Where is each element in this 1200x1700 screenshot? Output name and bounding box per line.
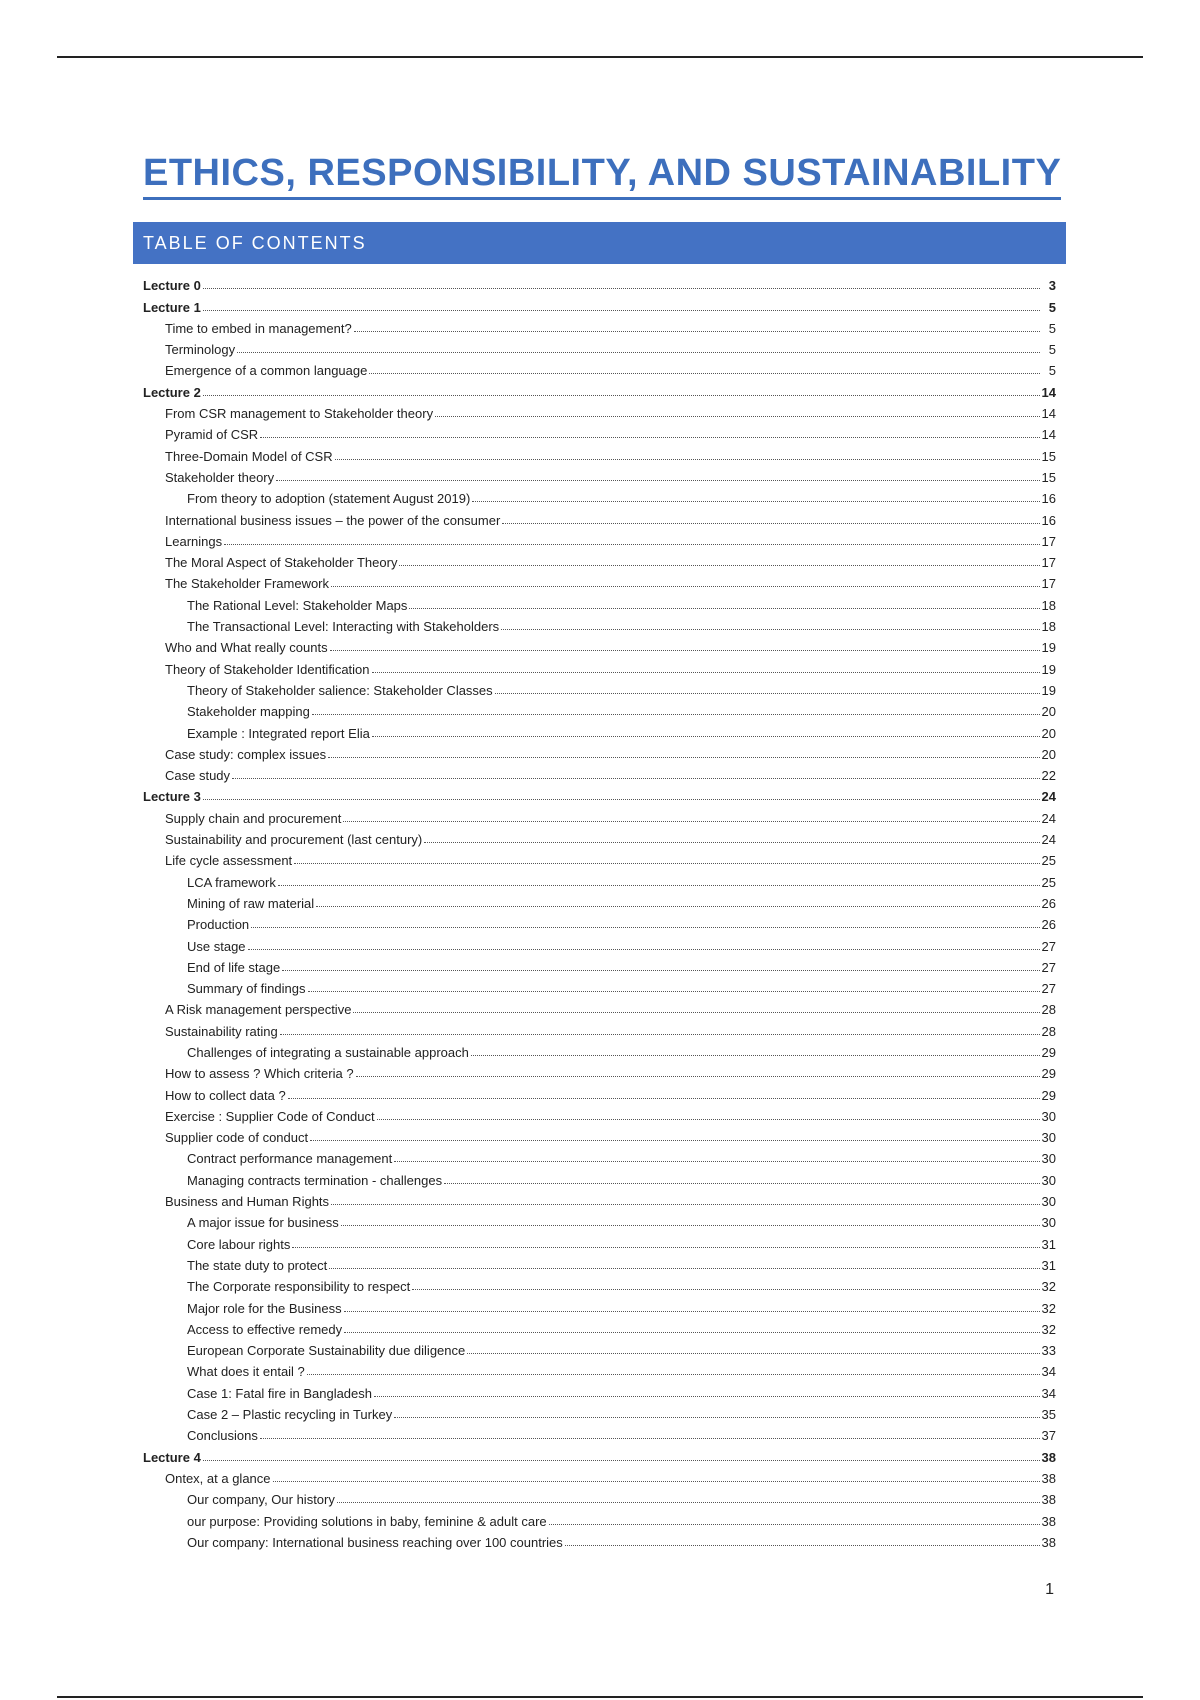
footer-rule [57, 1696, 1143, 1698]
toc-entry-label: Major role for the Business [187, 1300, 342, 1316]
toc-entry[interactable] [143, 1507, 1056, 1528]
toc-entry[interactable] [143, 1379, 1056, 1400]
toc-entry-label: Supplier code of conduct [165, 1130, 309, 1146]
toc-entry[interactable] [143, 442, 1056, 463]
toc-entry-page: 15 [1041, 448, 1056, 464]
toc-entry[interactable] [143, 826, 1056, 847]
toc-entry-label: End of life stage [187, 959, 281, 975]
toc-entry-label: European Corporate Sustainability due diligence [187, 1343, 466, 1359]
toc-leader-dots [444, 1183, 1039, 1184]
toc-entry-page: 18 [1041, 619, 1056, 635]
toc-entry[interactable] [143, 1465, 1056, 1486]
toc-leader-dots [288, 1098, 1040, 1099]
toc-entry-page: 32 [1041, 1300, 1056, 1316]
toc-entry-page: 20 [1041, 725, 1056, 741]
toc-leader-dots [203, 1460, 1040, 1461]
toc-leader-dots [280, 1034, 1040, 1035]
toc-leader-dots [369, 373, 1040, 374]
toc-entry-page: 37 [1041, 1428, 1056, 1444]
toc-leader-dots [232, 778, 1039, 779]
toc-leader-dots [343, 821, 1039, 822]
toc-entry-label: Theory of Stakeholder Identification [165, 661, 370, 677]
toc-entry[interactable] [143, 1529, 1056, 1550]
toc-leader-dots [344, 1311, 1040, 1312]
toc-leader-dots [331, 1204, 1040, 1205]
toc-entry-label: Access to effective remedy [187, 1321, 343, 1337]
toc-entry-page: 5 [1048, 320, 1056, 336]
toc-entry-page: 19 [1041, 682, 1056, 698]
toc-entry-label: Time to embed in management? [165, 320, 352, 336]
toc-entry[interactable] [143, 1060, 1056, 1081]
toc-entry-label: Our company, Our history [187, 1492, 335, 1508]
toc-entry-label: Who and What really counts [165, 640, 328, 656]
toc-entry[interactable] [143, 1486, 1056, 1507]
toc-entry[interactable] [143, 634, 1056, 655]
toc-entry-page: 30 [1041, 1108, 1056, 1124]
toc-entry[interactable] [143, 1422, 1056, 1443]
toc-leader-dots [435, 416, 1039, 417]
toc-leader-dots [273, 1481, 1040, 1482]
toc-leader-dots [424, 842, 1039, 843]
toc-entry[interactable] [143, 932, 1056, 953]
toc-entry-page: 30 [1041, 1151, 1056, 1167]
toc-leader-dots [203, 310, 1040, 311]
toc-entry-page: 38 [1041, 1449, 1056, 1465]
toc-entry[interactable] [143, 315, 1056, 336]
toc-leader-dots [294, 863, 1039, 864]
toc-entry[interactable] [143, 506, 1056, 527]
toc-entry[interactable] [143, 698, 1056, 719]
toc-entry[interactable] [143, 655, 1056, 676]
toc-leader-dots [409, 608, 1039, 609]
toc-entry-page: 35 [1041, 1407, 1056, 1423]
toc-entry[interactable] [143, 868, 1056, 889]
toc-entry-page: 17 [1041, 576, 1056, 592]
toc-entry[interactable] [143, 847, 1056, 868]
toc-leader-dots [356, 1076, 1040, 1077]
toc-entry-label: Lecture 1 [143, 299, 201, 315]
toc-entry-page: 38 [1041, 1513, 1056, 1529]
toc-entry[interactable] [143, 1230, 1056, 1251]
toc-entry-page: 19 [1041, 661, 1056, 677]
toc-entry-page: 5 [1048, 342, 1056, 358]
toc-entry[interactable] [143, 911, 1056, 932]
toc-leader-dots [260, 437, 1039, 438]
toc-leader-dots [329, 1268, 1039, 1269]
toc-entry[interactable] [143, 1103, 1056, 1124]
toc-entry[interactable] [143, 1166, 1056, 1187]
toc-entry-label: From CSR management to Stakeholder theory [165, 406, 434, 422]
toc-entry-page: 24 [1041, 810, 1056, 826]
toc-entry-label: The Stakeholder Framework [165, 576, 330, 592]
toc-leader-dots [344, 1332, 1039, 1333]
toc-entry-label: Lecture 3 [143, 789, 201, 805]
table-of-contents [143, 272, 1056, 1550]
toc-leader-dots [224, 544, 1039, 545]
toc-entry-label: From theory to adoption (statement August 2019) [187, 491, 471, 507]
toc-leader-dots [354, 331, 1040, 332]
toc-entry-label: International business issues – the power of the consumer [165, 512, 501, 528]
toc-leader-dots [312, 714, 1040, 715]
toc-entry-page: 29 [1041, 1044, 1056, 1060]
toc-leader-dots [372, 672, 1040, 673]
toc-leader-dots [501, 629, 1039, 630]
toc-entry[interactable] [143, 1017, 1056, 1038]
toc-entry[interactable] [143, 1081, 1056, 1102]
toc-entry-page: 16 [1041, 512, 1056, 528]
toc-entry-page: 14 [1041, 384, 1056, 400]
toc-entry-page: 24 [1041, 789, 1056, 805]
toc-leader-dots [278, 885, 1040, 886]
toc-entry[interactable] [143, 762, 1056, 783]
toc-entry-label: Case 2 – Plastic recycling in Turkey [187, 1407, 393, 1423]
toc-leader-dots [307, 1374, 1040, 1375]
toc-leader-dots [394, 1161, 1039, 1162]
toc-entry-page: 27 [1041, 938, 1056, 954]
toc-entry[interactable] [143, 1124, 1056, 1145]
toc-entry-label: Core labour rights [187, 1236, 291, 1252]
toc-entry-page: 28 [1041, 1023, 1056, 1039]
toc-entry-page: 25 [1041, 853, 1056, 869]
toc-entry-label: Our company: International business reaching over 100 countries [187, 1534, 563, 1550]
toc-entry-page: 27 [1041, 981, 1056, 997]
toc-entry-label: Supply chain and procurement [165, 810, 342, 826]
toc-leader-dots [335, 459, 1040, 460]
toc-leader-dots [260, 1438, 1040, 1439]
toc-leader-dots [203, 288, 1040, 289]
toc-entry-label: A major issue for business [187, 1215, 339, 1231]
toc-leader-dots [237, 352, 1040, 353]
toc-entry[interactable] [143, 1145, 1056, 1166]
toc-entry[interactable] [143, 613, 1056, 634]
toc-entry-page: 22 [1041, 768, 1056, 784]
toc-entry-page: 27 [1041, 959, 1056, 975]
toc-leader-dots [251, 927, 1039, 928]
toc-entry-label: Business and Human Rights [165, 1194, 330, 1210]
toc-entry-label: Managing contracts termination - challenges [187, 1172, 443, 1188]
toc-entry-page: 20 [1041, 704, 1056, 720]
toc-entry-label: Production [187, 917, 250, 933]
toc-entry[interactable] [143, 549, 1056, 570]
toc-entry-page: 3 [1048, 278, 1056, 294]
toc-entry[interactable] [143, 1358, 1056, 1379]
toc-entry-page: 29 [1041, 1066, 1056, 1082]
toc-entry-label: How to collect data ? [165, 1087, 286, 1103]
toc-entry-page: 20 [1041, 746, 1056, 762]
toc-entry[interactable] [143, 591, 1056, 612]
toc-entry[interactable] [143, 421, 1056, 442]
toc-entry[interactable] [143, 1252, 1056, 1273]
toc-entry[interactable] [143, 1273, 1056, 1294]
toc-entry-label: Lecture 2 [143, 384, 201, 400]
toc-leader-dots [467, 1353, 1039, 1354]
toc-entry-page: 5 [1048, 363, 1056, 379]
toc-entry[interactable] [143, 890, 1056, 911]
toc-leader-dots [276, 480, 1039, 481]
toc-entry[interactable] [143, 1209, 1056, 1230]
toc-entry[interactable] [143, 1316, 1056, 1337]
toc-entry[interactable] [143, 570, 1056, 591]
toc-entry-page: 16 [1041, 491, 1056, 507]
document-title: ETHICS, RESPONSIBILITY, AND SUSTAINABILITY [143, 152, 1061, 200]
toc-entry-page: 19 [1041, 640, 1056, 656]
toc-entry-label: Mining of raw material [187, 895, 315, 911]
toc-entry-label: Exercise : Supplier Code of Conduct [165, 1108, 375, 1124]
toc-leader-dots [203, 799, 1040, 800]
toc-entry-page: 24 [1041, 832, 1056, 848]
page-number: 1 [1045, 1581, 1054, 1598]
toc-entry-page: 32 [1041, 1279, 1056, 1295]
toc-entry[interactable] [143, 293, 1056, 314]
toc-entry-label: Stakeholder mapping [187, 704, 310, 720]
toc-leader-dots [394, 1417, 1039, 1418]
toc-entry-label: Use stage [187, 938, 246, 954]
toc-entry-page: 30 [1041, 1194, 1056, 1210]
toc-leader-dots [353, 1012, 1039, 1013]
toc-entry-page: 32 [1041, 1321, 1056, 1337]
toc-entry[interactable] [143, 378, 1056, 399]
toc-entry-page: 26 [1041, 917, 1056, 933]
toc-entry-page: 17 [1041, 555, 1056, 571]
toc-entry-page: 33 [1041, 1343, 1056, 1359]
toc-entry-label: Theory of Stakeholder salience: Stakeholder Classes [187, 682, 493, 698]
toc-leader-dots [203, 395, 1040, 396]
toc-entry-page: 38 [1041, 1492, 1056, 1508]
toc-entry-label: LCA framework [187, 874, 276, 890]
toc-leader-dots [502, 523, 1039, 524]
toc-entry-label: What does it entail ? [187, 1364, 305, 1380]
toc-leader-dots [316, 906, 1039, 907]
toc-entry-label: Summary of findings [187, 981, 306, 997]
toc-entry-label: Conclusions [187, 1428, 258, 1444]
toc-leader-dots [328, 757, 1039, 758]
toc-entry-label: Example : Integrated report Elia [187, 725, 370, 741]
toc-entry-label: Contract performance management [187, 1151, 393, 1167]
toc-entry-label: Case 1: Fatal fire in Bangladesh [187, 1385, 372, 1401]
toc-entry-label: The Transactional Level: Interacting with Stakeholders [187, 619, 500, 635]
toc-entry-page: 28 [1041, 1002, 1056, 1018]
toc-entry-page: 30 [1041, 1172, 1056, 1188]
toc-leader-dots [310, 1140, 1039, 1141]
toc-entry-page: 30 [1041, 1215, 1056, 1231]
toc-entry[interactable] [143, 528, 1056, 549]
toc-entry[interactable] [143, 1188, 1056, 1209]
toc-entry-page: 14 [1041, 427, 1056, 443]
toc-leader-dots [399, 565, 1039, 566]
toc-entry[interactable] [143, 996, 1056, 1017]
toc-entry-page: 38 [1041, 1534, 1056, 1550]
toc-leader-dots [331, 586, 1040, 587]
toc-entry[interactable] [143, 1337, 1056, 1358]
toc-entry[interactable] [143, 1039, 1056, 1060]
toc-entry-label: A Risk management perspective [165, 1002, 352, 1018]
toc-leader-dots [412, 1289, 1039, 1290]
toc-leader-dots [549, 1524, 1040, 1525]
toc-entry-page: 15 [1041, 469, 1056, 485]
toc-entry[interactable] [143, 272, 1056, 293]
toc-entry-page: 5 [1048, 299, 1056, 315]
toc-entry-label: Ontex, at a glance [165, 1470, 271, 1486]
toc-entry-page: 34 [1041, 1385, 1056, 1401]
toc-entry[interactable] [143, 719, 1056, 740]
toc-entry[interactable] [143, 975, 1056, 996]
toc-entry-page: 14 [1041, 406, 1056, 422]
toc-entry-label: Life cycle assessment [165, 853, 293, 869]
toc-entry-label: Emergence of a common language [165, 363, 368, 379]
toc-entry[interactable] [143, 336, 1056, 357]
toc-leader-dots [341, 1225, 1040, 1226]
toc-entry-label: The Moral Aspect of Stakeholder Theory [165, 555, 398, 571]
toc-leader-dots [337, 1502, 1040, 1503]
toc-entry-label: Learnings [165, 533, 223, 549]
toc-entry[interactable] [143, 1401, 1056, 1422]
toc-entry-page: 34 [1041, 1364, 1056, 1380]
toc-entry-page: 17 [1041, 533, 1056, 549]
toc-entry-label: The Corporate responsibility to respect [187, 1279, 411, 1295]
toc-entry-label: Lecture 0 [143, 278, 201, 294]
toc-entry[interactable] [143, 1294, 1056, 1315]
toc-leader-dots [472, 501, 1039, 502]
toc-leader-dots [565, 1545, 1040, 1546]
toc-entry-label: Pyramid of CSR [165, 427, 259, 443]
toc-entry-label: Case study [165, 768, 231, 784]
toc-entry[interactable] [143, 804, 1056, 825]
toc-entry-page: 18 [1041, 597, 1056, 613]
toc-entry-page: 30 [1041, 1130, 1056, 1146]
toc-entry-page: 31 [1041, 1257, 1056, 1273]
toc-leader-dots [282, 970, 1039, 971]
toc-leader-dots [248, 949, 1040, 950]
toc-entry-label: our purpose: Providing solutions in baby, feminine & adult care [187, 1513, 547, 1529]
toc-leader-dots [330, 650, 1040, 651]
toc-entry[interactable] [143, 783, 1056, 804]
toc-entry[interactable] [143, 954, 1056, 975]
toc-entry-label: How to assess ? Which criteria ? [165, 1066, 354, 1082]
toc-entry-label: Three-Domain Model of CSR [165, 448, 333, 464]
toc-entry-page: 38 [1041, 1470, 1056, 1486]
toc-entry[interactable] [143, 677, 1056, 698]
toc-leader-dots [292, 1247, 1039, 1248]
toc-entry-label: Terminology [165, 342, 236, 358]
toc-entry[interactable] [143, 400, 1056, 421]
header-rule [57, 56, 1143, 58]
toc-entry-label: Stakeholder theory [165, 469, 275, 485]
toc-leader-dots [374, 1396, 1040, 1397]
toc-entry-label: Challenges of integrating a sustainable approach [187, 1044, 469, 1060]
toc-entry-label: The state duty to protect [187, 1257, 328, 1273]
toc-entry-label: Sustainability rating [165, 1023, 278, 1039]
toc-entry-page: 26 [1041, 895, 1056, 911]
toc-leader-dots [372, 736, 1040, 737]
toc-entry-page: 31 [1041, 1236, 1056, 1252]
toc-entry-label: Sustainability and procurement (last century) [165, 832, 423, 848]
toc-leader-dots [495, 693, 1040, 694]
toc-leader-dots [377, 1119, 1040, 1120]
toc-entry-label: Case study: complex issues [165, 746, 327, 762]
toc-entry-page: 25 [1041, 874, 1056, 890]
toc-leader-dots [471, 1055, 1040, 1056]
toc-entry[interactable] [143, 1443, 1056, 1464]
toc-entry[interactable] [143, 357, 1056, 378]
toc-entry-label: Lecture 4 [143, 1449, 201, 1465]
toc-entry[interactable] [143, 485, 1056, 506]
toc-entry[interactable] [143, 741, 1056, 762]
toc-entry-label: The Rational Level: Stakeholder Maps [187, 597, 408, 613]
toc-leader-dots [308, 991, 1040, 992]
toc-entry[interactable] [143, 464, 1056, 485]
toc-heading: TABLE OF CONTENTS [133, 222, 1066, 264]
toc-entry-page: 29 [1041, 1087, 1056, 1103]
